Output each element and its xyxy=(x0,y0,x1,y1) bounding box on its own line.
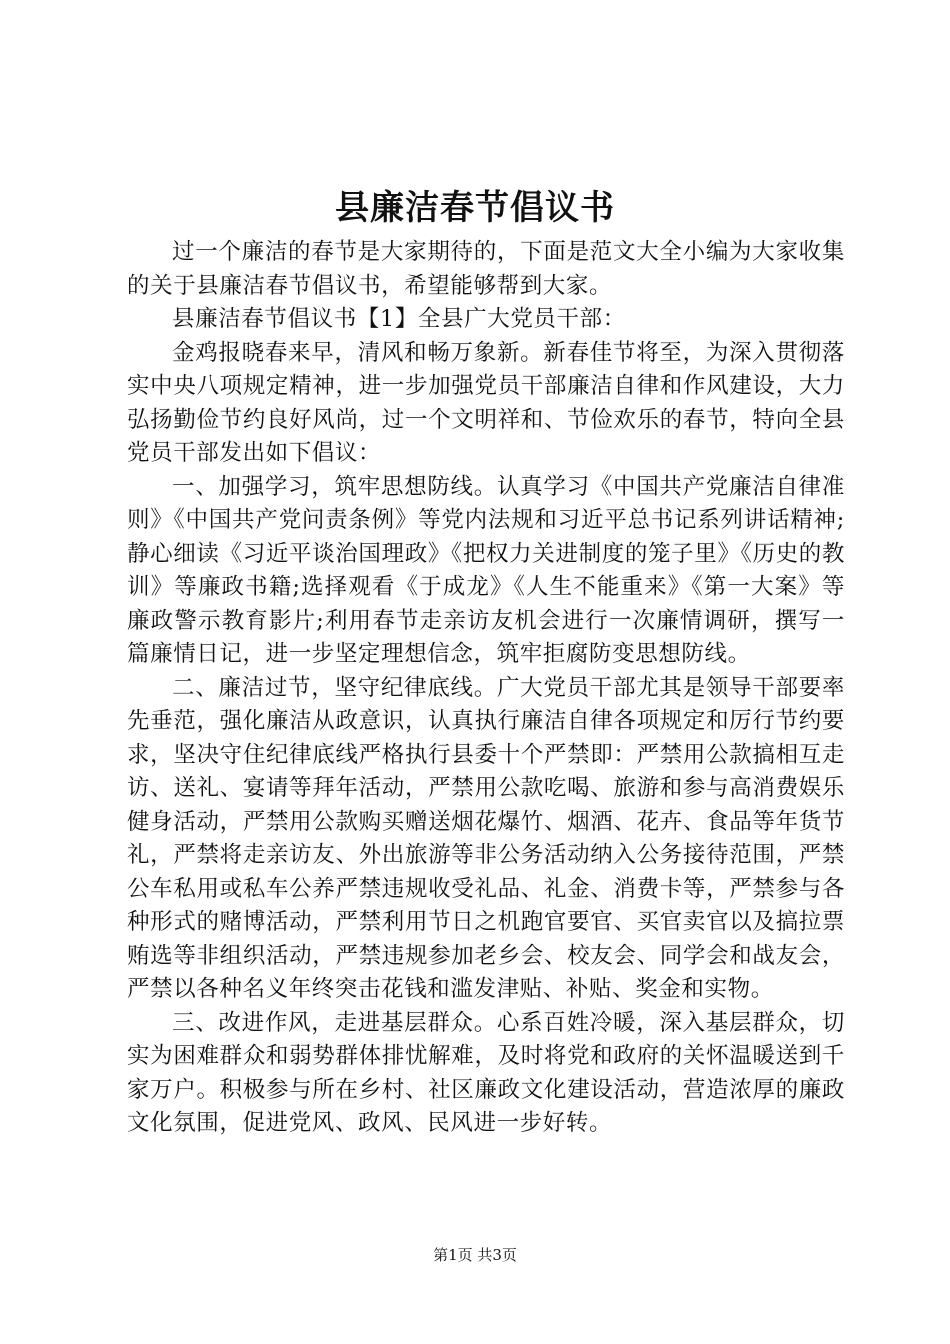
document-title: 县廉洁春节倡议书 xyxy=(335,188,615,228)
document-body xyxy=(127,236,845,1141)
paragraph-intro: 过一个廉洁的春节是大家期待的，下面是范文大全小编为大家收集的关于县廉洁春节倡议书，希望能够帮到大家。 xyxy=(127,239,845,299)
page-number-footer: 第1页 共3页 xyxy=(433,1246,517,1264)
paragraph-item-3: 三、改进作风，走进基层群众。心系百姓冷暖，深入基层群众，切实为困难群众和弱势群体排忧解难，及时将党和政府的关怀温暖送到千家万户。积极参与所在乡村、社区廉政文化建设活动，营造浓厚的廉政文化氛围，促进党风、政风、民风进一步好转。 xyxy=(127,1009,845,1136)
paragraph-item-1: 一、加强学习，筑牢思想防线。认真学习《中国共产党廉洁自律准则》《中国共产党问责条例》等党内法规和习近平总书记系列讲话精神;静心细读《习近平谈治国理政》《把权力关进制度的笼子里》《历史的教训》等廉政书籍;选择观看《于成龙》《人生不能重来》《第一大案》等廉政警示教育影片;利用春节走亲访友机会进行一次廉情调研，撰写一篇廉情日记，进一步坚定理想信念，筑牢拒腐防变思想防线。 xyxy=(127,473,845,667)
paragraph-item-2: 二、廉洁过节，坚守纪律底线。广大党员干部尤其是领导干部要率先垂范，强化廉洁从政意识，认真执行廉洁自律各项规定和厉行节约要求，坚决守住纪律底线严格执行县委十个严禁即：严禁用公款搞相互走访、送礼、宴请等拜年活动，严禁用公款吃喝、旅游和参与高消费娱乐健身活动，严禁用公款购买赠送烟花爆竹、烟酒、花卉、食品等年货节礼，严禁将走亲访友、外出旅游等非公务活动纳入公务接待范围，严禁公车私用或私车公养严禁违规收受礼品、礼金、消费卡等，严禁参与各种形式的赌博活动，严禁利用节日之机跑官要官、买官卖官以及搞拉票贿选等非组织活动，严禁违规参加老乡会、校友会、同学会和战友会，严禁以各种名义年终突击花钱和滥发津贴、补贴、奖金和实物。 xyxy=(127,674,845,1002)
paragraph-opening: 金鸡报晓春来早，清风和畅万象新。新春佳节将至，为深入贯彻落实中央八项规定精神，进一步加强党员干部廉洁自律和作风建设，大力弘扬勤俭节约良好风尚，过一个文明祥和、节俭欢乐的春节，特向全县党员干部发出如下倡议： xyxy=(127,339,845,466)
paragraph-salutation: 县廉洁春节倡议书【1】全县广大党员干部： xyxy=(172,306,626,332)
